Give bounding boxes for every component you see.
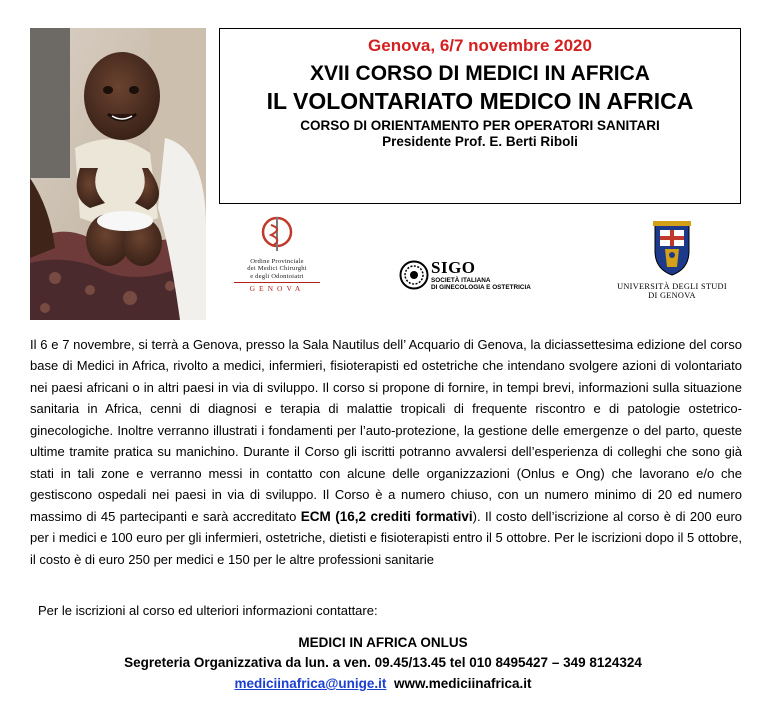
sigo-desc-line-1: SOCIETÀ ITALIANA <box>431 277 491 284</box>
sigo-emblem-icon <box>399 260 429 290</box>
contact-links <box>0 676 766 691</box>
event-date: Genova, 6/7 novembre 2020 <box>368 36 592 55</box>
sigo-name: SIGO <box>431 258 476 277</box>
course-theme: IL VOLONTARIATO MEDICO IN AFRICA <box>266 88 694 114</box>
description-text-cost: ). Il costo dell’iscrizione al corso è di 200 euro per i medici e 100 euro per gli infermieri, ostetriche, dietisti e fisioterapisti entro il 5 ottobre. Per le iscrizioni dopo il 5 ottobre, il costo è di euro 250 per medici e 150 per le altre professioni sanitarie <box>30 508 742 567</box>
org-name: MEDICI IN AFRICA ONLUS <box>298 635 468 650</box>
ecm-credits: ECM (16,2 crediti formativi <box>300 508 473 524</box>
website-link[interactable]: www.mediciinafrica.it <box>393 676 532 691</box>
contact-intro: Per le iscrizioni al corso ed ulteriori informazioni contattare: <box>38 603 378 618</box>
caduceus-emblem-icon <box>260 215 294 253</box>
sigo-description <box>431 277 531 291</box>
course-subtitle: CORSO DI ORIENTAMENTO PER OPERATORI SANITARI <box>300 118 660 133</box>
course-title: XVII CORSO DI MEDICI IN AFRICA <box>310 62 650 85</box>
sigo-desc-line-2: DI GINECOLOGIA E OSTETRICIA <box>431 284 531 291</box>
ordine-line-2: dei Medici Chirurghi <box>247 265 307 273</box>
description-text: Il 6 e 7 novembre, si terrà a Genova, presso la Sala Nautilus dell’ Acquario di Genova, la diciassettesima edizione del corso base di Medici in Africa, rivolto a medici, infermieri, fisioterapisti ed ostetriche che intendano svolgere azioni di volontariato nei paesi africani o in altri paesi in via di sviluppo. Il corso si propone di fornire, in tempi brevi, informazioni sulla situazione sanitaria in Africa, cenni di diagnosi e terapia di malattie tropicali di frequente riscontro e di patologie ostetrico-ginecologiche. Inoltre verranno illustrati i fondamenti per l’auto-protezione, la gestione delle emergenze o del parto, queste ultime tramite pratica su manichino. Durante il Corso gli iscritti potranno avvalersi dell’esperienza di colleghi che sono già stati in tali zone e verranno messi in contatto con alcune delle organizzazioni (Onlus e Ong) che lavorano e/o che gestiscono ospedali nei paesi in via di sviluppo. Il Corso è a numero chiuso, con un numero minimo di 20 ed numero massimo di 45 partecipanti e sarà accreditato <box>30 337 742 524</box>
unige-line-1: UNIVERSITÀ DEGLI STUDI <box>617 282 727 291</box>
secretariat-info: Segreteria Organizzativa da lun. a ven. 09.45/13.45 tel 010 8495427 – 349 8124324 <box>124 655 642 670</box>
unige-crest-icon <box>653 221 691 277</box>
ordine-line-1: Ordine Provinciale <box>250 258 304 265</box>
course-description <box>30 334 742 570</box>
ordine-city: GENOVA <box>234 282 320 293</box>
course-president: Presidente Prof. E. Berti Riboli <box>382 134 578 149</box>
email-link[interactable]: mediciinafrica@unige.it <box>234 676 387 691</box>
unige-line-2: DI GENOVA <box>648 291 696 300</box>
ordine-line-3: e degli Odontoiatri <box>250 272 304 280</box>
title-box <box>219 28 741 204</box>
unige-logo <box>612 221 732 301</box>
sigo-logo <box>399 258 534 294</box>
ordine-medici-logo <box>234 215 320 295</box>
child-photo <box>30 28 206 320</box>
